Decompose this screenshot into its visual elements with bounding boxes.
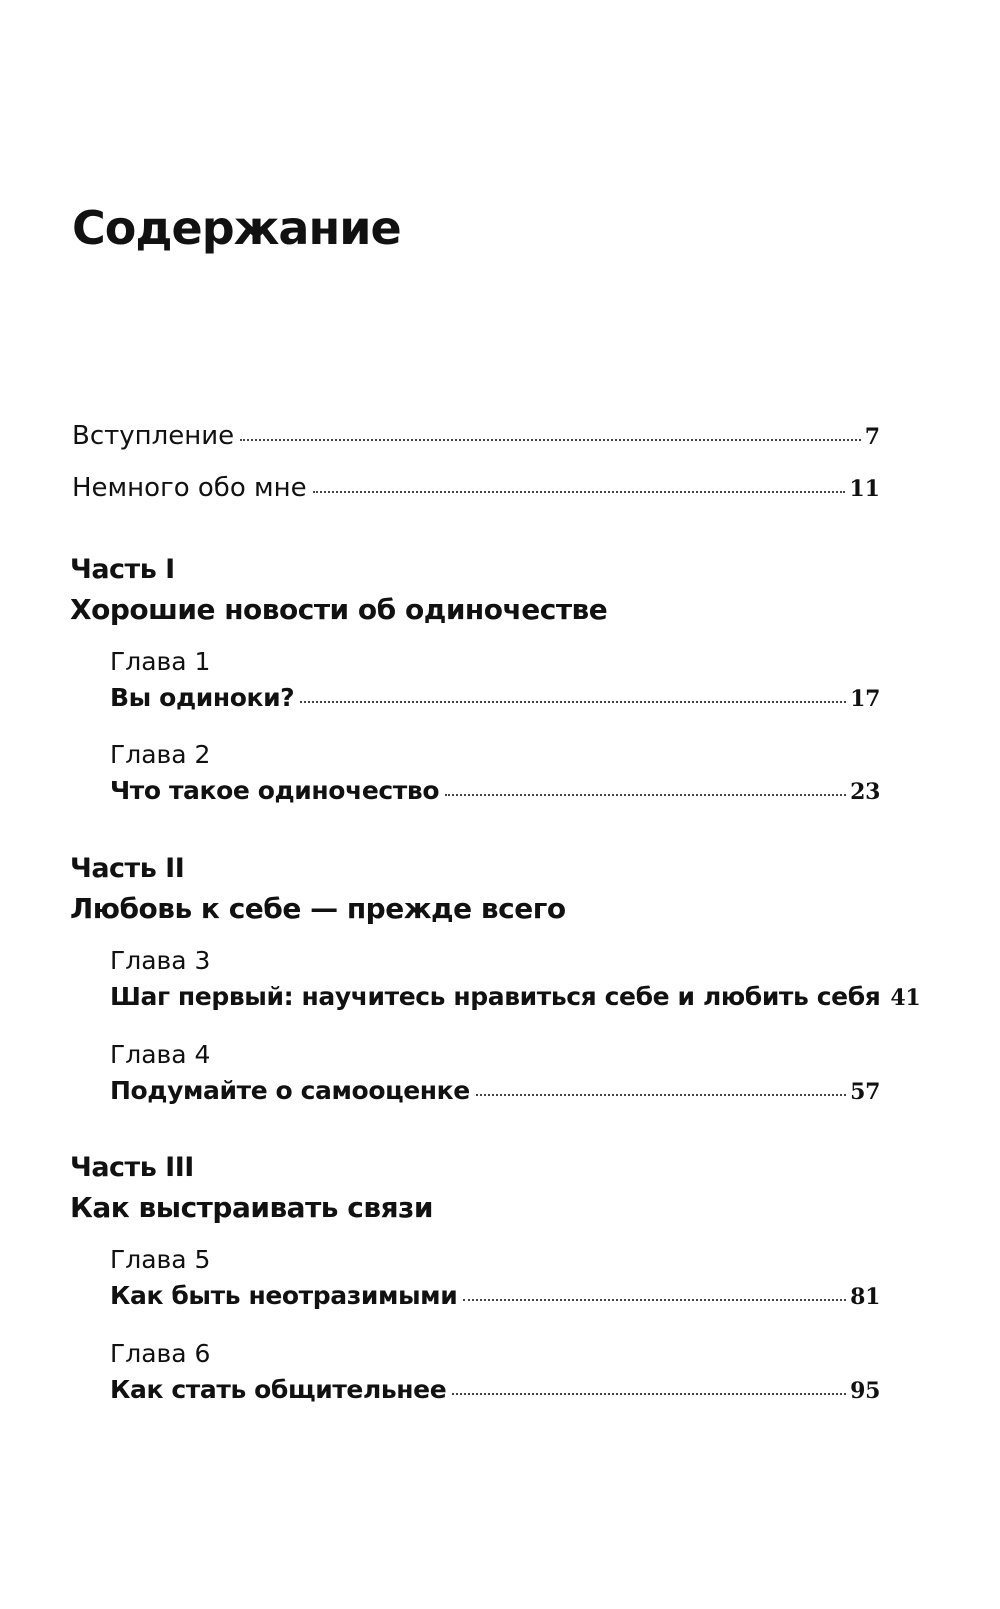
dot-leader — [445, 794, 846, 796]
chapter-label: Глава 1 — [110, 647, 211, 676]
chapter-title: Что такое одиночество — [110, 776, 440, 805]
chapter-label: Глава 5 — [110, 1245, 211, 1274]
dot-leader — [240, 439, 861, 441]
part-title: Как выстраивать связи — [70, 1191, 433, 1224]
toc-entry-intro — [72, 423, 880, 449]
page-title: Содержание — [72, 201, 401, 255]
chapter-label: Глава 3 — [110, 946, 211, 975]
chapter-label: Глава 2 — [110, 740, 211, 769]
part-title: Любовь к себе — прежде всего — [70, 892, 566, 925]
dot-leader — [300, 701, 846, 703]
toc-entry-chapter-4 — [110, 1078, 880, 1103]
toc-page-number: 23 — [850, 779, 880, 805]
toc-page-number: 41 — [890, 985, 921, 1011]
toc-entry-label: Немного обо мне — [72, 473, 307, 503]
chapter-label: Глава 6 — [110, 1339, 211, 1368]
chapter-title: Как стать общительнее — [110, 1375, 447, 1404]
toc-page-number: 95 — [850, 1378, 880, 1404]
toc-page-number: 81 — [850, 1284, 880, 1310]
dot-leader — [313, 491, 846, 493]
toc-entry-label: Вступление — [72, 421, 235, 451]
toc-page-number: 57 — [850, 1079, 880, 1105]
dot-leader — [476, 1094, 846, 1096]
toc-page-number: 7 — [864, 424, 880, 450]
dot-leader — [463, 1299, 846, 1301]
part-title: Хорошие новости об одиночестве — [70, 593, 608, 626]
dot-leader — [452, 1393, 846, 1395]
toc-page-number: 17 — [850, 686, 880, 712]
chapter-title: Подумайте о самооценке — [110, 1076, 470, 1105]
part-label: Часть III — [70, 1152, 194, 1183]
chapter-label: Глава 4 — [110, 1040, 211, 1069]
toc-entry-chapter-6 — [110, 1377, 880, 1402]
toc-page-number: 11 — [849, 476, 880, 502]
toc-entry-chapter-2 — [110, 778, 880, 803]
part-label: Часть I — [70, 554, 175, 585]
part-label: Часть II — [70, 853, 185, 884]
chapter-title: Вы одиноки? — [110, 683, 295, 712]
toc-entry-about-me — [72, 475, 880, 501]
chapter-title: Шаг первый: научитесь нравиться себе и любить себя — [110, 982, 881, 1011]
chapter-title: Как быть неотразимыми — [110, 1281, 458, 1310]
toc-entry-chapter-1 — [110, 685, 880, 710]
toc-entry-chapter-5 — [110, 1283, 880, 1308]
toc-entry-chapter-3 — [110, 982, 921, 1011]
